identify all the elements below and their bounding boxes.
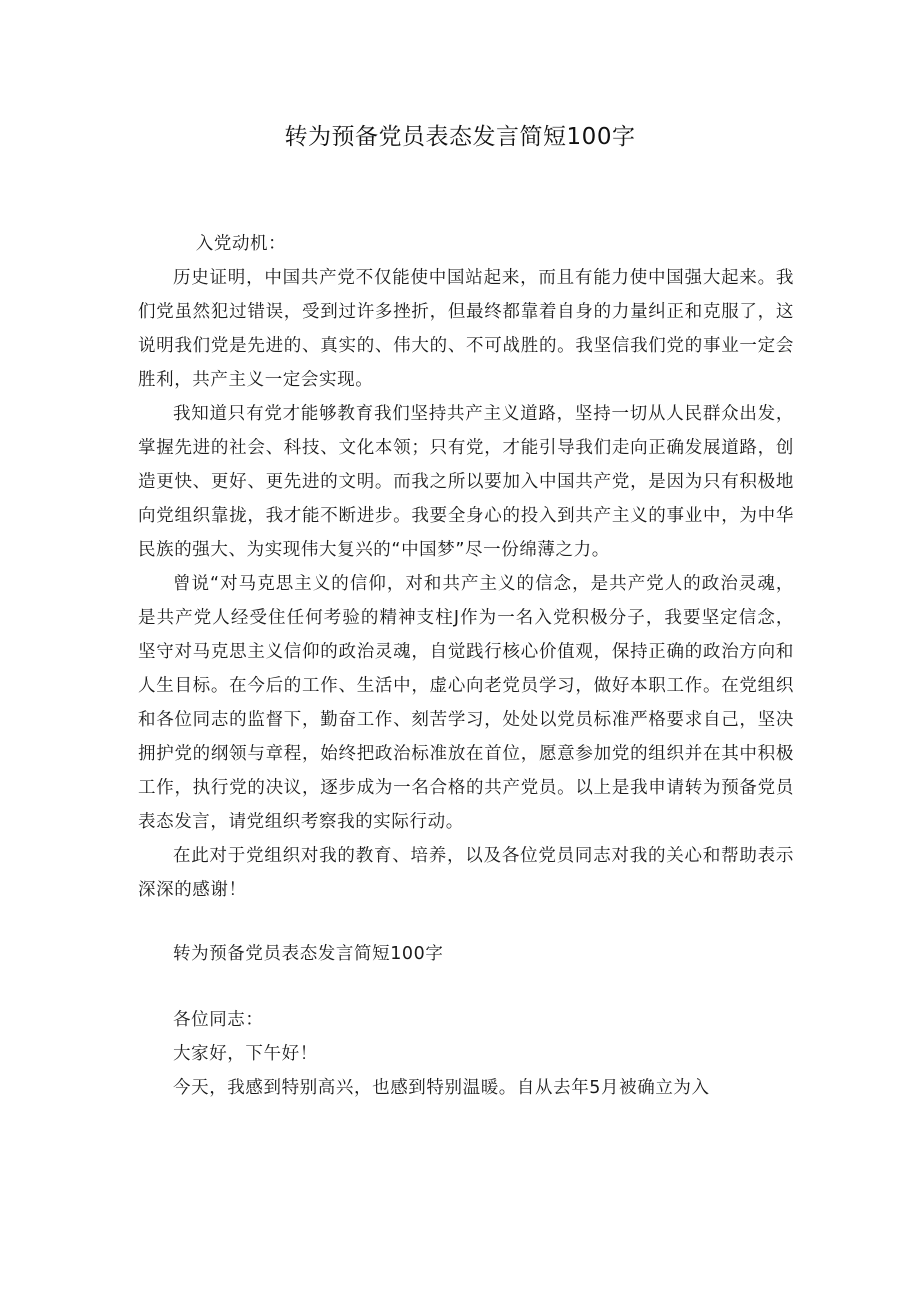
section-gap — [138, 907, 794, 937]
paragraph-thanks: 在此对于党组织对我的教育、培养，以及各位党员同志对我的关心和帮助表示深深的感谢！ — [138, 846, 794, 900]
paragraph-motivation: 我知道只有党才能够教育我们坚持共产主义道路，坚持一切从人民群众出发，掌握先进的社会、科技、文化本领；只有党，才能引导我们走向正确发展道路，创造更快、更好、更先进的文明。而我之所以要加入中国共产党，是因为只有积极地向党组织靠拢，我才能不断进步。我要全身心的投入到共产主义的事业中，为中华民族的强大、为实现伟大复兴的“中国梦”尽一份绵薄之力。 — [138, 404, 794, 560]
section-label: 入党动机： — [195, 234, 287, 254]
section-subtitle: 转为预备党员表态发言简短100字 — [173, 944, 444, 964]
paragraph-today: 今天，我感到特别高兴，也感到特别温暖。自从去年5月被确立为入 — [173, 1078, 710, 1098]
document-body — [138, 227, 794, 1105]
paragraph-belief: 曾说“对马克思主义的信仰，对和共产主义的信念，是共产党人的政治灵魂，是共产党人经受住任何考验的精神支柱J作为一名入党积极分子，我要坚定信念，坚守对马克思主义信仰的政治灵魂，自觉践行核心价值观，保持正确的政治方向和人生目标。在今后的工作、生活中，虚心向老党员学习，做好本职工作。在党组织和各位同志的监督下，勤奋工作、刻苦学习，处处以党员标准严格要求自己，坚决拥护党的纲领与章程，始终把政治标准放在首位，愿意参加党的组织并在其中积极工作，执行党的决议，逐步成为一名合格的共产党员。以上是我申请转为预备党员表态发言，请党组织考察我的实际行动。 — [138, 574, 794, 832]
paragraph-history: 历史证明，中国共产党不仅能使中国站起来，而且有能力使中国强大起来。我们党虽然犯过错误，受到过许多挫折，但最终都靠着自身的力量纠正和克服了，这说明我们党是先进的、真实的、伟大的、不可战胜的。我坚信我们党的事业一定会胜利，共产主义一定会实现。 — [138, 268, 794, 390]
salutation: 大家好，下午好！ — [173, 1044, 318, 1064]
section-gap — [138, 971, 794, 1003]
greeting: 各位同志： — [173, 1010, 264, 1030]
document-title: 转为预备党员表态发言简短100字 — [284, 124, 636, 150]
